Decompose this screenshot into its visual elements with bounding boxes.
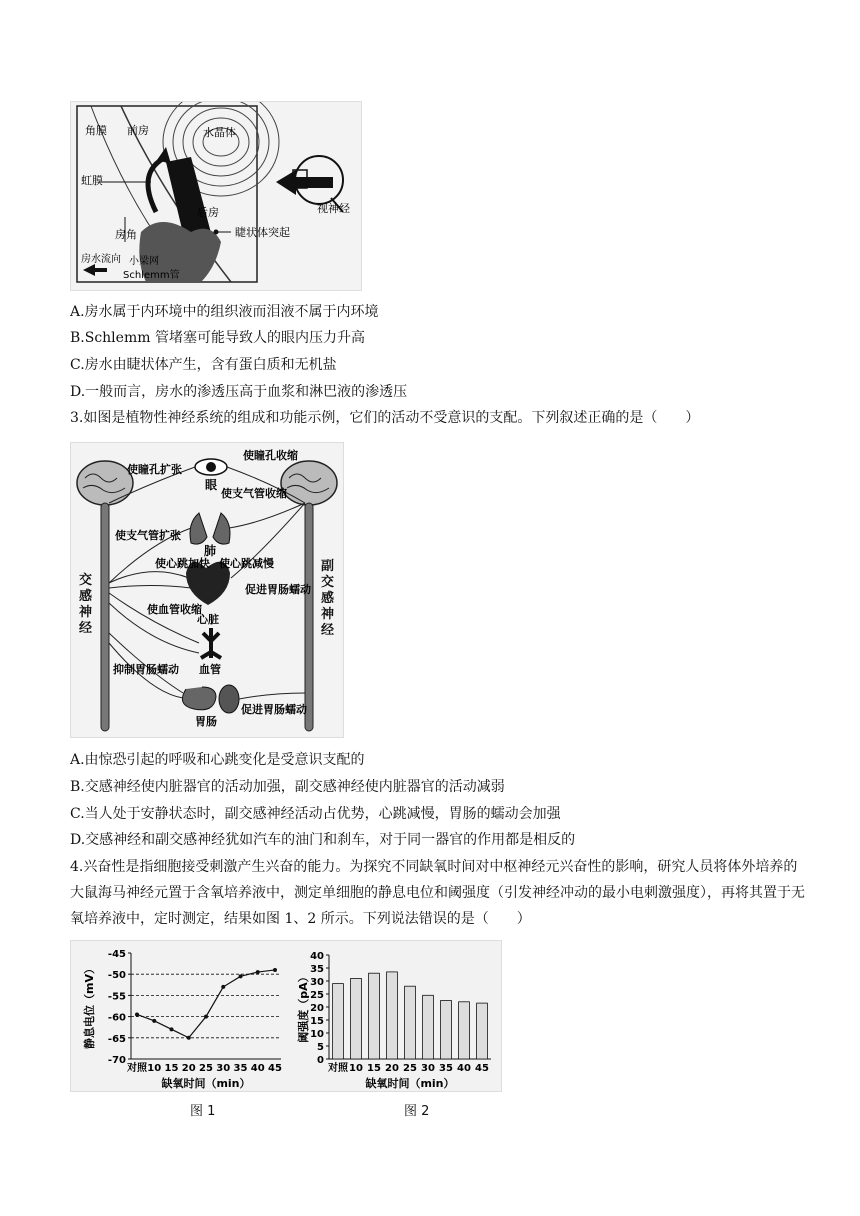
chart1-point [239,974,243,978]
nerve-label-eye: 眼 [205,478,218,492]
figure-2-caption: 图 2 [404,1104,430,1119]
chart2-x-tick-label: 10 [349,1063,363,1074]
eye-label-lens: 水晶体 [203,126,236,139]
nerve-label-vessel-constrict: 使血管收缩 [147,603,202,616]
eye-label-angle: 房角 [115,228,137,241]
q2-option-a: A.房水属于内环境中的组织液而泪液不属于内环境 [70,304,379,320]
chart1-y-tick-label: -70 [107,1055,126,1066]
chart2-x-tick-label: 20 [385,1063,399,1074]
nerve-label-bronchi-constrict: 使支气管收缩 [221,487,287,500]
nerve-label-lung: 肺 [204,544,217,558]
chart2-y-label: 阈强度（pA） [297,971,310,1043]
chart2-x-label: 缺氧时间（min） [365,1077,455,1090]
chart2-y-tick-label: 25 [310,990,324,1001]
chart1-x-tick-label: 45 [268,1063,282,1074]
q4-stem: 4.兴奋性是指细胞接受刺激产生兴奋的能力。为探究不同缺氧时间对中枢神经元兴奋性的影响，研究人员将体外培养的大鼠海马神经元置于含氧培养液中，测定单细胞的静息电位和阈强度（引发神经冲动的最小电刺激强度），再将其置于无氧培养液中，定时测定，结果如图 1、2 所示。下列说法错误的是（ ） [70,859,805,927]
chart1-x-label: 缺氧时间（min） [161,1077,251,1090]
chart2-y-tick-label: 35 [310,964,324,975]
chart1-point [135,1012,139,1016]
chart2-bar [351,978,362,1059]
chart1-x-tick-label: 对照 [127,1063,147,1074]
chart2-y-tick-label: 5 [317,1042,324,1053]
eye-label-anterior-chamber: 前房 [127,124,149,137]
chart1-x-tick-label: 15 [164,1063,179,1074]
chart1-x-tick-label: 10 [147,1063,162,1074]
chart2-x-tick-label: 30 [421,1063,435,1074]
chart2-y-tick-label: 15 [310,1016,324,1027]
chart2-x-tick-label: 40 [457,1063,471,1074]
q2-option-c: C.房水由睫状体产生，含有蛋白质和无机盐 [70,357,337,373]
chart2-y-tick-label: 30 [310,977,324,988]
nerve-label-gut: 胃肠 [195,715,217,728]
chart1-x-tick-label: 25 [199,1063,213,1074]
nerve-label-heart-slower: 使心跳减慢 [219,557,274,570]
chart1-series-line [137,970,275,1038]
chart1-point [256,970,260,974]
chart2-x-tick-label: 45 [475,1063,489,1074]
chart1-point [170,1027,174,1031]
eye-label-optic-nerve: 视神经 [317,202,350,215]
chart2-y-tick-label: 10 [310,1029,324,1040]
nerve-label-heart: 心脏 [197,613,219,626]
chart1-x-tick-label: 35 [233,1063,248,1074]
nerve-label-vessel: 血管 [199,663,221,676]
chart1-y-label: 静息电位（mV） [83,963,96,1049]
eye-label-schlemm: Schlemm管 [123,270,180,281]
chart1-y-tick-label: -65 [107,1033,126,1045]
chart1-x-tick-label: 20 [181,1063,196,1074]
chart2-bar [459,1002,470,1059]
q3-option-d: D.交感神经和副交感神经犹如汽车的油门和刹车，对于同一器官的作用都是相反的 [70,832,576,848]
chart1-y-tick-label: -50 [107,970,126,982]
chart1-point [187,1036,191,1040]
q3-option-b: B.交感神经使内脏器官的活动加强，副交感神经使内脏器官的活动减弱 [70,779,505,795]
chart1-y-tick-label: -55 [107,991,126,1003]
q3-stem: 3.如图是植物性神经系统的组成和功能示例，它们的活动不受意识的支配。下列叙述正确的是（ ） [70,410,700,426]
nerve-label-pupil-constrict: 使瞳孔收缩 [243,449,298,462]
nerve-label-bronchi-dilate: 使支气管扩张 [115,529,181,542]
chart2-bar [405,986,416,1059]
chart1-point [204,1015,208,1019]
chart2-bar [477,1003,488,1059]
chart1-point [221,985,225,989]
charts-figure [70,940,502,1092]
chart1-y-tick-label: -60 [107,1012,126,1024]
chart1-point [273,968,277,972]
chart2-x-tick-label: 35 [439,1063,453,1074]
parasympathetic-nerve-label: 副 交 感 神 经 [321,559,335,638]
chart2-bar [333,984,344,1059]
nerve-label-inhibit-gut: 抑制胃肠蠕动 [113,663,179,676]
chart2-bar [387,972,398,1059]
chart2-y-tick-label: 0 [317,1055,324,1066]
chart2-bar [441,1001,452,1060]
chart2-y-tick-label: 40 [310,951,324,962]
sympathetic-nerve-label: 交 感 神 经 [79,573,93,636]
chart2-x-tick-label: 15 [367,1063,381,1074]
chart2-x-tick-label: 对照 [328,1063,348,1074]
eye-label-cornea: 角膜 [85,124,107,137]
eye-label-iris: 虹膜 [81,174,103,187]
chart1-x-tick-label: 40 [250,1063,265,1074]
chart2-x-tick-label: 25 [403,1063,417,1074]
nerve-label-promote-gut-2: 促进胃肠蠕动 [241,703,307,716]
nerve-label-heart-faster: 使心跳加快 [155,557,210,570]
eye-figure [70,101,362,291]
chart1-y-tick-label: -45 [107,949,126,960]
eye-label-flow: 房水流向 [81,254,121,265]
q3-option-c: C.当人处于安静状态时，副交感神经活动占优势，心跳减慢，胃肠的蠕动会加强 [70,806,561,822]
eye-label-trabecular: 小梁网 [129,256,159,267]
chart2-bar [423,995,434,1059]
eye-label-posterior-chamber: 后房 [197,206,219,219]
q2-option-d: D.一般而言，房水的渗透压高于血浆和淋巴液的渗透压 [70,384,408,400]
nerve-figure [70,442,344,738]
chart2-y-tick-label: 20 [310,1003,324,1014]
chart2-bar [369,973,380,1059]
chart1-point [152,1019,156,1023]
eye-label-ciliary: 睫状体突起 [235,226,290,239]
chart1-x-tick-label: 30 [216,1063,231,1074]
q3-option-a: A.由惊恐引起的呼吸和心跳变化是受意识支配的 [70,752,365,768]
q2-option-b: B.Schlemm 管堵塞可能导致人的眼内压力升高 [70,330,365,346]
nerve-label-promote-gut: 促进胃肠蠕动 [245,583,311,596]
nerve-label-pupil-dilate: 使瞳孔扩张 [127,463,182,476]
figure-1-caption: 图 1 [190,1104,216,1119]
